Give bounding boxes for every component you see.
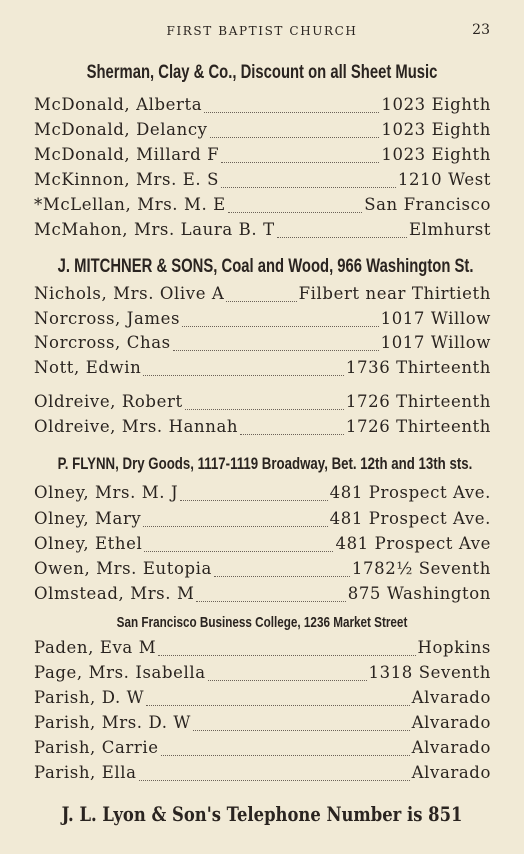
entry-name: Norcross, James xyxy=(34,309,181,328)
directory-entry xyxy=(34,170,491,194)
directory-entry xyxy=(34,309,491,333)
leader-dots xyxy=(139,780,410,781)
leader-dots xyxy=(182,326,379,327)
entry-name: Oldreive, Mrs. Hannah xyxy=(34,417,239,436)
entry-address: 1726 Thirteenth xyxy=(345,417,491,436)
entry-name: Olmstead, Mrs. M xyxy=(34,584,195,603)
leader-dots xyxy=(221,187,396,188)
leader-dots xyxy=(226,301,296,302)
directory-entry xyxy=(34,688,491,712)
entry-name: *McLellan, Mrs. M. E xyxy=(34,195,226,214)
directory-entry xyxy=(34,120,491,144)
directory-entry xyxy=(34,763,491,787)
leader-dots xyxy=(158,655,415,656)
directory-entry xyxy=(34,638,491,662)
leader-dots xyxy=(143,526,327,527)
leader-dots xyxy=(240,434,344,435)
advertisement-line: San Francisco Business College, 1236 Market Street xyxy=(116,614,408,631)
directory-entry xyxy=(34,145,491,169)
entry-name: Olney, Ethel xyxy=(34,534,143,553)
directory-entry xyxy=(34,559,491,583)
entry-name: Parish, Ella xyxy=(34,763,137,782)
entry-address: 481 Prospect Ave. xyxy=(329,483,491,502)
entry-address: 1023 Eighth xyxy=(381,145,491,164)
entry-address: 1318 Seventh xyxy=(368,663,491,682)
advertisement-line: J. L. Lyon & Son's Telephone Number is 851 xyxy=(61,802,463,826)
entry-address: 1023 Eighth xyxy=(381,120,491,139)
entry-address: Alvarado xyxy=(411,763,491,782)
advertisement-line: J. MITCHNER & SONS, Coal and Wood, 966 Washington St. xyxy=(57,256,474,277)
entry-address: 481 Prospect Ave. xyxy=(329,509,491,528)
leader-dots xyxy=(214,576,350,577)
leader-dots xyxy=(161,755,410,756)
entry-address: Elmhurst xyxy=(408,220,491,239)
entry-name: McDonald, Alberta xyxy=(34,95,203,114)
advertisement-line: Sherman, Clay & Co., Discount on all Sheet Music xyxy=(86,62,438,83)
page-header xyxy=(0,24,524,44)
directory-entry xyxy=(34,333,491,357)
advertisement-line: P. FLYNN, Dry Goods, 1117-1119 Broadway, Bet. 12th and 13th sts. xyxy=(57,454,473,473)
entry-name: Olney, Mary xyxy=(34,509,142,528)
entry-name: Nichols, Mrs. Olive A xyxy=(34,284,225,303)
entry-address: Alvarado xyxy=(411,738,491,757)
directory-entry xyxy=(34,534,491,558)
leader-dots xyxy=(204,112,379,113)
entry-address: San Francisco xyxy=(364,195,491,214)
entry-name: Parish, Mrs. D. W xyxy=(34,713,191,732)
page-number: 23 xyxy=(472,22,490,38)
leader-dots xyxy=(277,237,407,238)
entry-name: Nott, Edwin xyxy=(34,358,142,377)
directory-entry xyxy=(34,417,491,441)
leader-dots xyxy=(146,705,409,706)
directory-entry xyxy=(34,584,491,608)
leader-dots xyxy=(196,601,345,602)
entry-address: 481 Prospect Ave xyxy=(335,534,491,553)
entry-name: Parish, D. W xyxy=(34,688,145,707)
directory-entry xyxy=(34,95,491,119)
leader-dots xyxy=(193,730,410,731)
entry-address: 1782½ Seventh xyxy=(351,559,491,578)
entry-address: 1017 Willow xyxy=(380,333,491,352)
directory-entry xyxy=(34,663,491,687)
entry-address: Hopkins xyxy=(417,638,491,657)
directory-entry xyxy=(34,220,491,244)
entry-name: Paden, Eva M xyxy=(34,638,157,657)
directory-entry xyxy=(34,358,491,382)
directory-entry xyxy=(34,195,491,219)
entry-name: Oldreive, Robert xyxy=(34,392,183,411)
entry-name: Norcross, Chas xyxy=(34,333,171,352)
entry-name: Page, Mrs. Isabella xyxy=(34,663,206,682)
entry-address: 875 Washington xyxy=(347,584,491,603)
entry-address: Alvarado xyxy=(411,713,491,732)
leader-dots xyxy=(143,375,344,376)
directory-entry xyxy=(34,284,491,308)
entry-name: McDonald, Delancy xyxy=(34,120,208,139)
leader-dots xyxy=(208,680,367,681)
directory-entry xyxy=(34,509,491,533)
entry-name: McMahon, Mrs. Laura B. T xyxy=(34,220,275,239)
directory-entry xyxy=(34,392,491,416)
directory-entry xyxy=(34,738,491,762)
leader-dots xyxy=(221,162,379,163)
leader-dots xyxy=(228,212,362,213)
entry-address: 1023 Eighth xyxy=(381,95,491,114)
entry-name: Owen, Mrs. Eutopia xyxy=(34,559,212,578)
entry-address: Filbert near Thirtieth xyxy=(298,284,491,303)
directory-entry xyxy=(34,483,491,507)
leader-dots xyxy=(180,500,327,501)
entry-name: McKinnon, Mrs. E. S xyxy=(34,170,220,189)
entry-name: Parish, Carrie xyxy=(34,738,159,757)
entry-address: Alvarado xyxy=(411,688,491,707)
running-title: FIRST BAPTIST CHURCH xyxy=(166,24,358,38)
directory-entry xyxy=(34,713,491,737)
entry-address: 1726 Thirteenth xyxy=(345,392,491,411)
entry-address: 1210 West xyxy=(397,170,491,189)
entry-address: 1017 Willow xyxy=(380,309,491,328)
entry-name: McDonald, Millard F xyxy=(34,145,220,164)
entry-name: Olney, Mrs. M. J xyxy=(34,483,179,502)
leader-dots xyxy=(173,350,379,351)
leader-dots xyxy=(185,409,344,410)
entry-address: 1736 Thirteenth xyxy=(345,358,491,377)
leader-dots xyxy=(210,137,380,138)
leader-dots xyxy=(144,551,333,552)
